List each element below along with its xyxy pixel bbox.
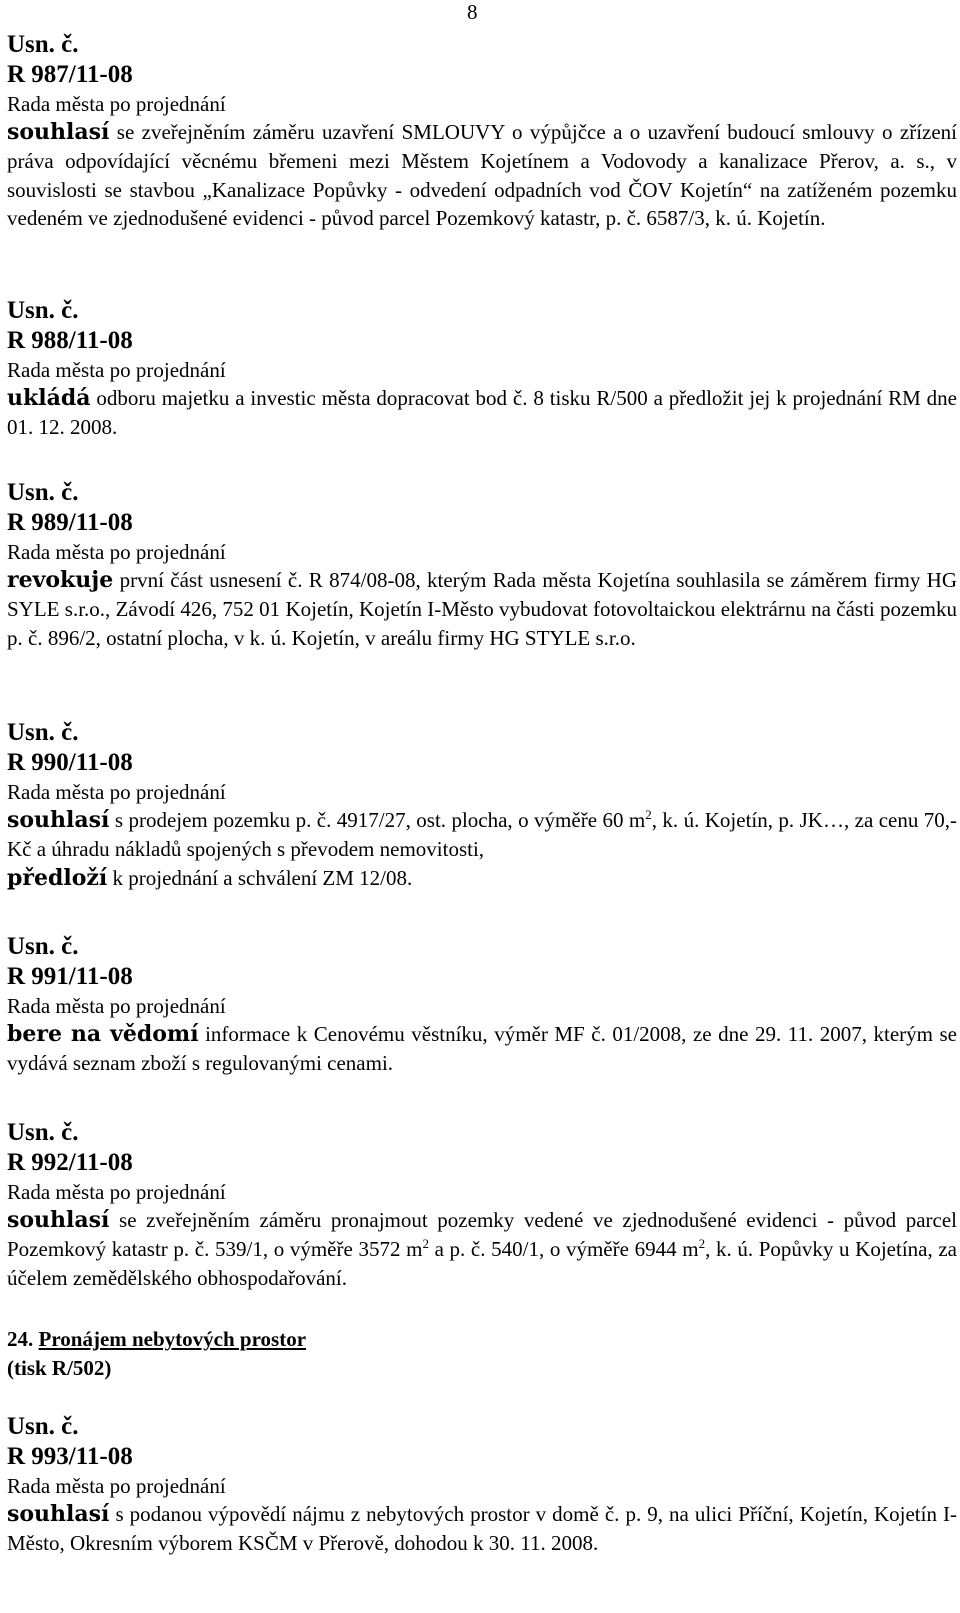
section-title: Pronájem nebytových prostor — [38, 1327, 307, 1351]
rada-label: Rada města po projednání — [7, 358, 226, 382]
usn-label: Usn. č. — [7, 31, 79, 58]
resolution-text — [7, 384, 957, 442]
resolution-number: R 989/11-08 — [7, 509, 133, 536]
usn-label: Usn. č. — [7, 719, 79, 746]
resolution-body: s podanou výpovědí nájmu z nebytových prostor v domě č. p. 9, na ulici Příční, Kojetín, Kojetín I-Město, Okresním výborem KSČM v Přerově, dohodou k 30. 11. 2008. — [7, 1502, 958, 1555]
resolution-988 — [7, 296, 957, 442]
rada-label: Rada města po projednání — [7, 1474, 226, 1498]
resolution-body-cont: a p. č. 540/1, o výměře 6944 m — [428, 1236, 699, 1261]
resolution-verb: souhlasí — [7, 1207, 110, 1233]
resolution-text — [7, 1206, 957, 1292]
resolution-body: se zveřejněním záměru uzavření SMLOUVY o výpůjčce a o uzavření budoucí smlouvy o zřízení práva odpovídající věcnému břemeni mezi Městem Kojetínem a Vodovody a kanalizace Přerov, a. s., v souvislosti se stavbou „Kanalizace Popůvky - odvedení odpadních vod ČOV Kojetín“ na zatíženém pozemku vedeném ve zjednodušené evidenci - původ parcel Pozemkový katastr, p. č. 6587/3, k. ú. Kojetín. — [7, 120, 957, 231]
usn-label: Usn. č. — [7, 1119, 79, 1146]
resolution-number: R 988/11-08 — [7, 327, 133, 354]
usn-label: Usn. č. — [7, 479, 79, 506]
section-number: 24. — [7, 1327, 34, 1351]
resolution-987 — [7, 30, 957, 233]
superscript: 2 — [698, 1235, 706, 1251]
resolution-number: R 987/11-08 — [7, 61, 133, 88]
superscript: 2 — [422, 1235, 429, 1251]
resolution-verb: souhlasí — [7, 1501, 110, 1527]
resolution-text — [7, 1020, 957, 1078]
resolution-verb: souhlasí — [7, 119, 110, 145]
rada-label: Rada města po projednání — [7, 780, 226, 804]
section-print: (tisk R/502) — [7, 1356, 112, 1380]
resolution-verb: souhlasí — [7, 807, 110, 833]
resolution-verb: revokuje — [7, 567, 114, 593]
resolution-body: první část usnesení č. R 874/08-08, kterým Rada města Kojetína souhlasila se záměrem firmy HG SYLE s.r.o., Závodí 426, 752 01 Kojetín, Kojetín I-Město vybudovat fotovoltaickou elektrárnu na části pozemku p. č. 896/2, ostatní plocha, v k. ú. Kojetín, v areálu firmy HG STYLE s.r.o. — [7, 568, 958, 650]
resolution-verb: ukládá — [7, 385, 91, 411]
resolution-body: se zveřejněním záměru pronajmout pozemky vedené ve zjednodušené evidenci - původ parcel Pozemkový katastr p. č. 539/1, o výměře 3572 m — [7, 1208, 957, 1261]
usn-label: Usn. č. — [7, 933, 79, 960]
resolution-992 — [7, 1118, 957, 1292]
resolution-text — [7, 566, 957, 652]
resolution-991 — [7, 932, 957, 1078]
usn-label: Usn. č. — [7, 297, 79, 324]
section-heading — [7, 1325, 306, 1383]
resolution-verb-2: předloží — [7, 864, 108, 891]
resolution-body-cont: , k. ú. Kojetín, p. JK…, za cenu 70,- Kč a úhradu nákladů spojených s převodem nemovitosti, — [7, 808, 958, 861]
resolution-body: s prodejem pozemku p. č. 4917/27, ost. plocha, o výměře 60 m — [114, 808, 646, 832]
rada-label: Rada města po projednání — [7, 92, 226, 116]
resolution-number: R 991/11-08 — [7, 963, 133, 990]
usn-label: Usn. č. — [7, 1413, 79, 1440]
page-number: 8 — [467, 0, 478, 24]
resolution-body-2: k projednání a schválení ZM 12/08. — [112, 865, 413, 890]
rada-label: Rada města po projednání — [7, 1180, 226, 1204]
resolution-verb: bere na vědomí — [7, 1021, 199, 1047]
resolution-body: odboru majetku a investic města dopracovat bod č. 8 tisku R/500 a předložit jej k projednání RM dne 01. 12. 2008. — [7, 386, 957, 439]
resolution-body: informace k Cenovému věstníku, výměr MF č. 01/2008, ze dne 29. 11. 2007, kterým se vydává seznam zboží s regulovanými cenami. — [7, 1022, 958, 1075]
superscript: 2 — [645, 807, 652, 822]
resolution-993 — [7, 1412, 957, 1558]
rada-label: Rada města po projednání — [7, 540, 226, 564]
rada-label: Rada města po projednání — [7, 994, 226, 1018]
resolution-text — [7, 1500, 957, 1558]
resolution-number: R 992/11-08 — [7, 1149, 133, 1176]
resolution-text-2 — [7, 864, 957, 893]
resolution-body-end: , k. ú. Popůvky u Kojetína, za účelem zemědělského obhospodařování. — [7, 1236, 958, 1290]
resolution-text — [7, 118, 957, 233]
resolution-number: R 990/11-08 — [7, 749, 133, 776]
resolution-989 — [7, 478, 957, 652]
resolution-990 — [7, 718, 957, 892]
resolution-number: R 993/11-08 — [7, 1443, 133, 1470]
resolution-text — [7, 806, 957, 864]
